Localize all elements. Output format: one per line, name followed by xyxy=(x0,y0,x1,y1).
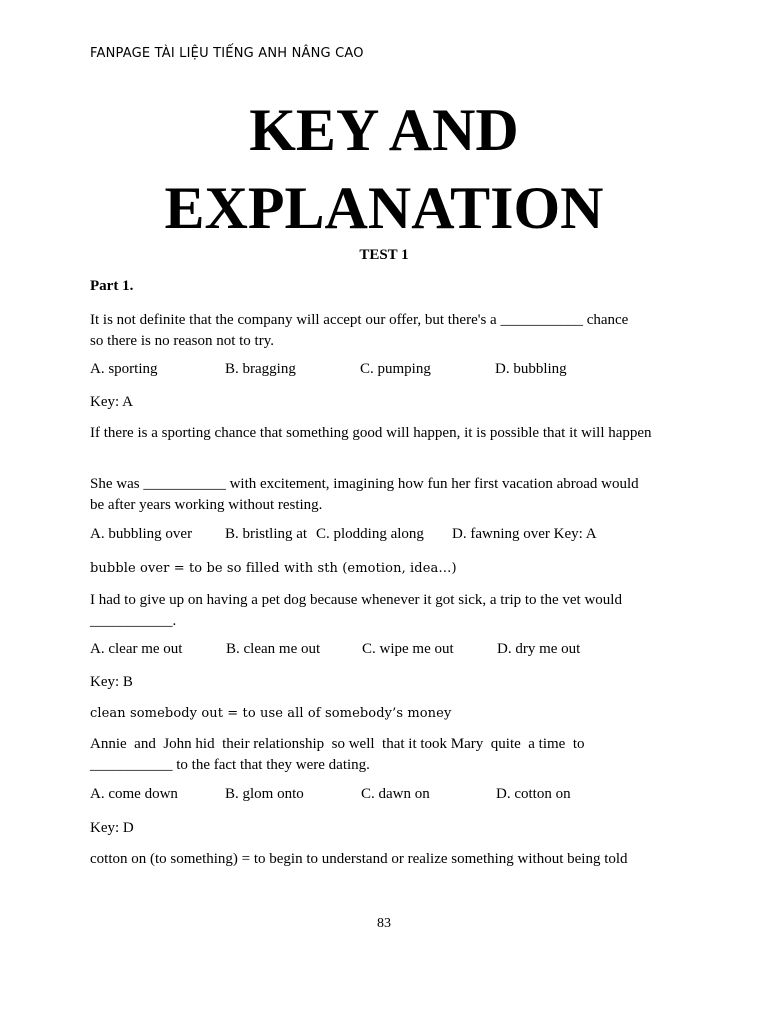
q1-option-d: D. bubbling xyxy=(495,361,567,377)
q4-option-c: C. dawn on xyxy=(361,786,430,802)
q1-option-b: B. bragging xyxy=(225,361,296,377)
part-heading: Part 1. xyxy=(90,278,134,294)
q1-option-a: A. sporting xyxy=(90,361,158,377)
q1-option-c: C. pumping xyxy=(360,361,431,377)
q2-option-d: D. fawning over Key: A xyxy=(452,526,597,542)
question-2-explanation: bubble over = to be so filled with sth (emotion, idea…) xyxy=(90,561,457,576)
question-1-text: It is not definite that the company will accept our offer, but there's a ___________ chance so there is no reason not to try. xyxy=(90,312,629,349)
test-heading: TEST 1 xyxy=(359,247,409,263)
q4-option-b: B. glom onto xyxy=(225,786,304,802)
question-4-explanation: cotton on (to something) = to begin to understand or realize something without being told xyxy=(90,851,628,867)
title-line-2: EXPLANATION xyxy=(164,175,604,241)
question-3-options xyxy=(0,641,768,662)
question-4-text-line-1: Annie and John hid their relationship so well that it took Mary quite a time to xyxy=(90,736,585,752)
question-3-text: I had to give up on having a pet dog because whenever it got sick, a trip to the vet would ___________. xyxy=(90,592,622,629)
question-4-key: Key: D xyxy=(90,820,134,836)
q4-option-d: D. cotton on xyxy=(496,786,571,802)
question-4-text-line-2: ___________ to the fact that they were dating. xyxy=(90,757,370,773)
title-line-1: KEY AND xyxy=(249,97,519,163)
q2-option-a: A. bubbling over xyxy=(90,526,193,542)
q4-option-a: A. come down xyxy=(90,786,178,802)
q2-option-b: B. bristling at xyxy=(225,526,308,542)
page-header: FANPAGE TÀI LIỆU TIẾNG ANH NÂNG CAO xyxy=(90,46,364,61)
question-1-options xyxy=(0,361,768,382)
question-3-explanation: clean somebody out = to use all of somebody’s money xyxy=(90,706,452,721)
question-4-options xyxy=(0,786,768,807)
page-number: 83 xyxy=(377,916,391,931)
q3-option-d: D. dry me out xyxy=(497,641,581,657)
question-2-text: She was ___________ with excitement, imagining how fun her first vacation abroad would be after years working without resting. xyxy=(90,476,639,513)
question-1-explanation: If there is a sporting chance that something good will happen, it is possible that it will happen xyxy=(90,425,652,441)
question-3-key: Key: B xyxy=(90,674,133,690)
question-2-options xyxy=(0,526,768,547)
q2-option-c: C. plodding along xyxy=(316,526,424,542)
q3-option-b: B. clean me out xyxy=(226,641,321,657)
q3-option-c: C. wipe me out xyxy=(362,641,454,657)
q3-option-a: A. clear me out xyxy=(90,641,183,657)
question-1-key: Key: A xyxy=(90,394,133,410)
